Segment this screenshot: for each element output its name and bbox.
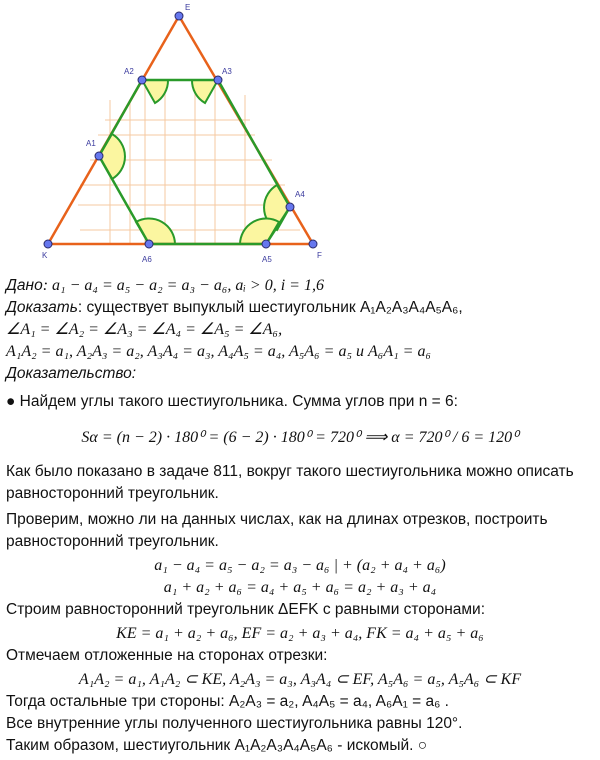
label-f: F (317, 251, 322, 260)
equation-2: a₁ + a₂ + a₆ = a₄ + a₅ + a₆ = a₂ + a₃ + a₄ (163, 579, 437, 596)
label-a4: A4 (295, 190, 305, 199)
then-line: Тогда остальные три стороны: A₂A₃ = a₂, A₄A₅ = a₄, A₆A₁ = a₆ . (6, 693, 449, 710)
segments-line: A₁A₂ = a₁, A₁A₂ ⊂ KE, A₂A₃ = a₃, A₃A₄ ⊂ EF, A₅A₆ = a₅, A₅A₆ ⊂ KF (78, 671, 522, 688)
label-a6: A6 (142, 255, 152, 264)
point-a6 (145, 240, 153, 248)
conclusion-line: Таким образом, шестиугольник A₁A₂A₃A₄A₅A₆ - искомый. ○ (6, 737, 428, 754)
formula-sum: Sα = (n − 2) · 180⁰ = (6 − 2) · 180⁰ = 720⁰ ⟹ α = 720⁰ / 6 = 120⁰ (81, 429, 519, 446)
para-2a: Проверим, можно ли на данных числах, как на длинах отрезков, построить (6, 511, 548, 528)
point-a2 (138, 76, 146, 84)
proof-label: Доказательство: (6, 365, 137, 382)
angles-line: ∠A₁ = ∠A₂ = ∠A₃ = ∠A₄ = ∠A₅ = ∠A₆, (6, 321, 283, 338)
prove-line (6, 298, 463, 318)
sides-line: A₁A₂ = a₁, A₂A₃ = a₂, A₃A₄ = a₃, A₄A₅ = a₄, A₅A₆ = a₅ и A₆A₁ = a₆ (6, 343, 432, 360)
mark-line: Отмечаем отложенные на сторонах отрезки: (6, 647, 328, 664)
point-a4 (286, 203, 294, 211)
given-formula: : a₁ − a₄ = a₅ − a₂ = a₃ − a₆, aᵢ > 0, i = 1,6 (42, 277, 324, 294)
para-2b: равносторонний треугольник. (6, 533, 219, 550)
point-a1 (95, 152, 103, 160)
given-line (6, 276, 324, 296)
sides-equation: KE = a₁ + a₂ + a₆, EF = a₂ + a₃ + a₄, FK = a₄ + a₅ + a₆ (116, 625, 484, 642)
angle-arc-a3 (192, 80, 218, 103)
label-a3: A3 (222, 67, 232, 76)
angles-all-line: Все внутренние углы полученного шестиугольника равны 120°. (6, 715, 463, 732)
step-1: ● Найдем углы такого шестиугольника. Сумма углов при n = 6: (6, 393, 458, 410)
point-a3 (214, 76, 222, 84)
geometry-figure (0, 0, 600, 270)
label-a5: A5 (262, 255, 272, 264)
label-k: K (42, 251, 48, 260)
point-a5 (262, 240, 270, 248)
label-e: E (185, 3, 191, 12)
label-a1: A1 (86, 139, 96, 148)
point-k (44, 240, 52, 248)
angle-arc-a2 (142, 80, 168, 103)
equation-1: a₁ − a₄ = a₅ − a₂ = a₃ − a₆ | + (a₂ + a₄ + a₆) (154, 557, 446, 574)
build-line: Строим равносторонний треугольник ΔEFK с равными сторонами: (6, 601, 486, 618)
prove-label: Доказать (6, 299, 78, 316)
point-e (175, 12, 183, 20)
point-f (309, 240, 317, 248)
para-1a: Как было показано в задаче 811, вокруг такого шестиугольника можно описать (6, 463, 574, 480)
para-1b: равносторонний треугольник. (6, 485, 219, 502)
given-label: Дано (6, 277, 43, 294)
label-a2: A2 (124, 67, 134, 76)
prove-text: : существует выпуклый шестиугольник A₁A₂A₃A₄A₅A₆, (77, 299, 463, 316)
